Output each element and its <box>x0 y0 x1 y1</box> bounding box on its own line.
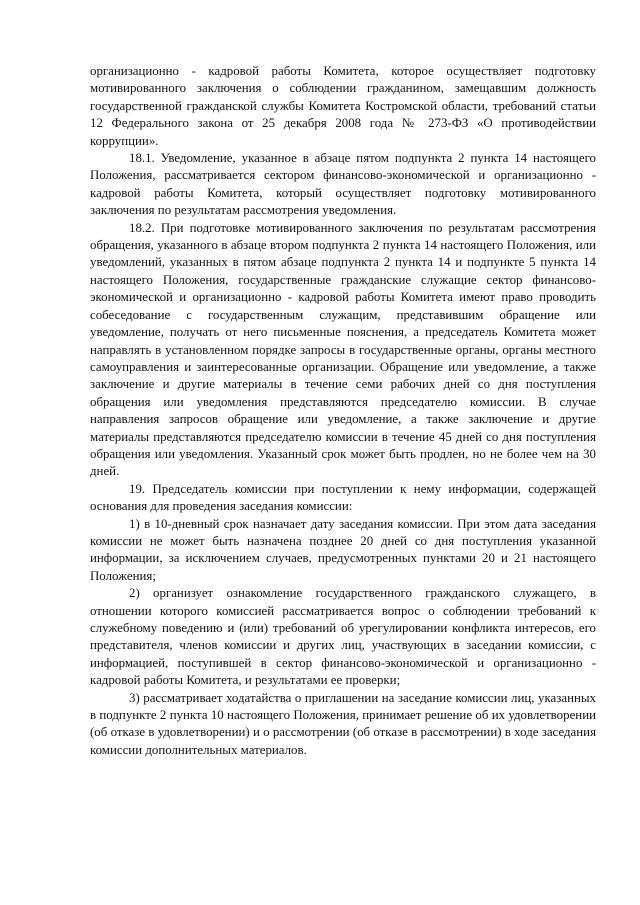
document-page <box>90 63 596 759</box>
paragraph-19: 19. Председатель комиссии при поступлении к нему информации, содержащей основания для проведения заседания комиссии: <box>90 481 596 514</box>
paragraph-continuation: организационно - кадровой работы Комитета, которое осуществляет подготовку мотивированного заключения о соблюдении гражданином, замещавшим должность государственной гражданской службы Комитета Костромской области, требований статьи 12 Федерального закона от 25 декабря 2008 года № 273-ФЗ «О противодействии коррупции». <box>90 64 596 148</box>
paragraph-18-2: 18.2. При подготовке мотивированного заключения по результатам рассмотрения обращения, указанного в абзаце втором подпункта 2 пункта 14 настоящего Положения, или уведомлений, указанных в пятом абзаце подпункта 2 пункта 14 и подпункте 5 пункта 14 настоящего Положения, государственные гражданские служащие сектор финансово-экономической и организационно - кадровой работы Комитета имеют право проводить собеседование с государственным служащим, представившим обращение или уведомление, получать от него письменные пояснения, а председатель Комитета может направлять в установленном порядке запросы в государственные органы, органы местного самоуправления и заинтересованные организации. Обращение или уведомление, а также заключение и другие материалы в течение семи рабочих дней со дня поступления обращения или уведомления представляются председателю комиссии. В случае направления запросов обращение или уведомление, а также заключение и другие материалы представляются председателю комиссии в течение 45 дней со дня поступления обращения или уведомления. Указанный срок может быть продлен, но не более чем на 30 дней. <box>90 220 596 479</box>
paragraph-18-1: 18.1. Уведомление, указанное в абзаце пятом подпункта 2 пункта 14 настоящего Положения, рассматривается сектором финансово-экономической и организационно - кадровой работы Комитета, который осуществляет подготовку мотивированного заключения по результатам рассмотрения уведомления. <box>90 151 596 218</box>
paragraph-19-item-1: 1) в 10-дневный срок назначает дату заседания комиссии. При этом дата заседания комиссии не может быть назначена позднее 20 дней со дня поступления указанной информации, за исключением случаев, предусмотренных пунктами 20 и 21 настоящего Положения; <box>90 516 596 583</box>
paragraph-19-item-3: 3) рассматривает ходатайства о приглашении на заседание комиссии лиц, указанных в подпункте 2 пункта 10 настоящего Положения, принимает решение об их удовлетворении (об отказе в удовлетворении) и о рассмотрении (об отказе в рассмотрении) в ходе заседания комиссии дополнительных материалов. <box>90 690 596 757</box>
paragraph-19-item-2: 2) организует ознакомление государственного гражданского служащего, в отношении которого комиссией рассматривается вопрос о соблюдении требований к служебному поведению и (или) требований об урегулировании конфликта интересов, его представителя, членов комиссии и других лиц, участвующих в заседании комиссии, с информацией, поступившей в сектор финансово-экономической и организационно - кадровой работы Комитета, и результатами ее проверки; <box>90 586 596 688</box>
